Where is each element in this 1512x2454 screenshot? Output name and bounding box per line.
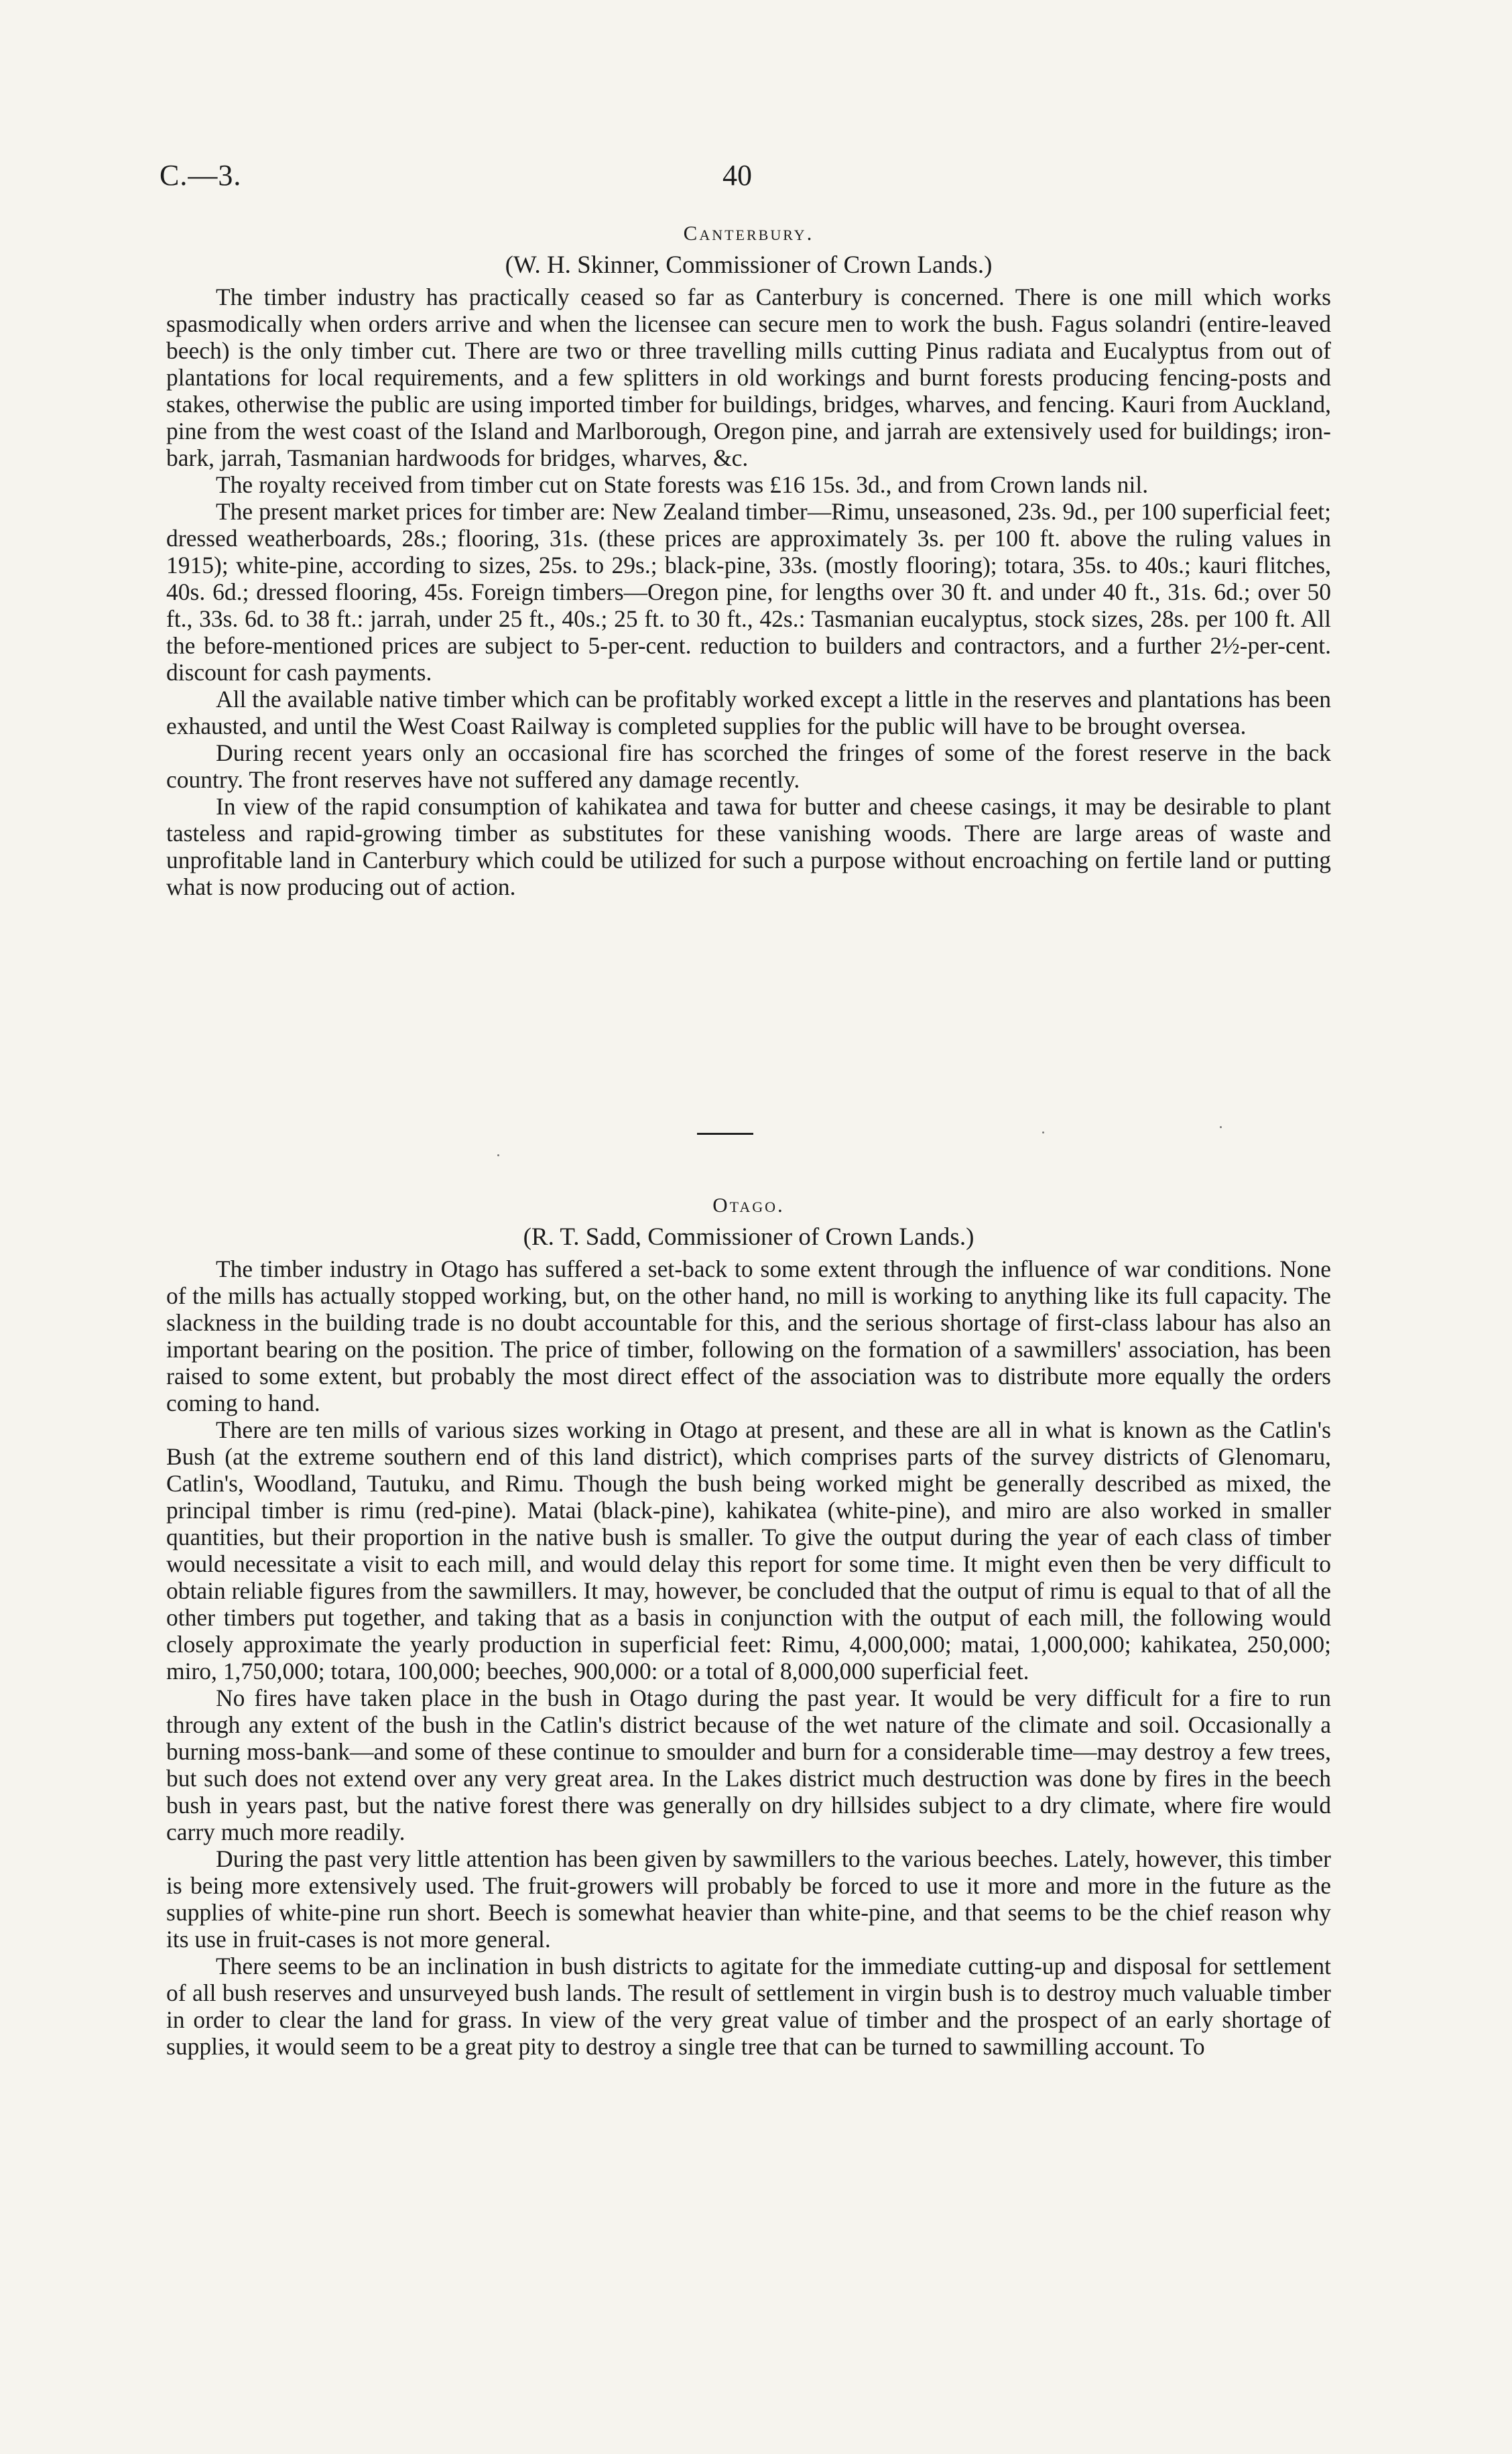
- paragraph: During recent years only an occasional fire has scorched the fringes of some of the forest reserve in the back country. The front reserves have not suffered any damage recently.: [166, 739, 1331, 793]
- byline-otago: (R. T. Sadd, Commissioner of Crown Lands.): [523, 1223, 974, 1251]
- section-heading-canterbury: Canterbury.: [683, 221, 814, 245]
- parliamentary-paper-reference: C.—3.: [160, 159, 242, 192]
- paragraph: There are ten mills of various sizes working in Otago at present, and these are all in what is known as the Catlin's Bush (at the extreme southern end of this land district), which comprises parts of the survey districts of Glenomaru, Catlin's, Woodland, Tautuku, and Rimu. Though the bush being worked might be generally described as mixed, the principal timber is rimu (red-pine). Matai (black-pine), kahikatea (white-pine), and miro are also worked in smaller quantities, but their proportion in the native bush is smaller. To give the output during the year of each class of timber would necessitate a visit to each mill, and would delay this report for some time. It might even then be very difficult to obtain reliable figures from the sawmillers. It may, however, be concluded that the output of rimu is equal to that of all the other timbers put together, and taking that as a basis in conjunction with the output of each mill, the following would closely approximate the yearly production in superficial feet: Rimu, 4,000,000; matai, 1,000,000; kahikatea, 250,000; miro, 1,750,000; totara, 100,000; beeches, 900,000: or a total of 8,000,000 superficial feet.: [166, 1416, 1331, 1684]
- section-heading-otago: Otago.: [712, 1193, 785, 1217]
- paragraph: The present market prices for timber are: New Zealand timber—Rimu, unseasoned, 23s. 9d., per 100 superficial feet; dressed weatherboards, 28s.; flooring, 31s. (these prices are approximately 3s. per 100 ft. above the ruling values in 1915); white-pine, according to sizes, 25s. to 29s.; black-pine, 33s. (mostly flooring); totara, 35s. to 40s.; kauri flitches, 40s. 6d.; dressed flooring, 45s. Foreign timbers—Oregon pine, for lengths over 30 ft. and under 40 ft., 31s. 6d.; over 50 ft., 33s. 6d. to 38 ft.: jarrah, under 25 ft., 40s.; 25 ft. to 30 ft., 42s.: Tasmanian eucalyptus, stock sizes, 28s. per 100 ft. All the before-mentioned prices are subject to 5-per-cent. reduction to builders and contractors, and a further 2½-per-cent. discount for cash payments.: [166, 498, 1331, 686]
- paragraph: There seems to be an inclination in bush districts to agitate for the immediate cutting-up and disposal for settlement of all bush reserves and unsurveyed bush lands. The result of settlement in virgin bush is to destroy much valuable timber in order to clear the land for grass. In view of the very great value of timber and the prospect of an early shortage of supplies, it would seem to be a great pity to destroy a single tree that can be turned to sawmilling account. To: [166, 1953, 1331, 2060]
- canterbury-section: [166, 221, 1331, 900]
- otago-section: [166, 1193, 1331, 2060]
- paragraph: During the past very little attention has been given by sawmillers to the various beeches. Lately, however, this timber is being more extensively used. The fruit-growers will probably be forced to use it more and more in the future as the supplies of white-pine run short. Beech is somewhat heavier than white-pine, and that seems to be the chief reason why its use in fruit-cases is not more general.: [166, 1845, 1331, 1953]
- paragraph: The timber industry in Otago has suffered a set-back to some extent through the influence of war conditions. None of the mills has actually stopped working, but, on the other hand, no mill is working to anything like its full capacity. The slackness in the building trade is no doubt accountable for this, and the serious shortage of first-class labour has also an important bearing on the position. The price of timber, following on the formation of a sawmillers' association, has been raised to some extent, but probably the most direct effect of the association was to distribute more equally the orders coming to hand.: [166, 1255, 1331, 1416]
- byline-canterbury: (W. H. Skinner, Commissioner of Crown Lands.): [505, 251, 993, 279]
- paragraph: In view of the rapid consumption of kahikatea and tawa for butter and cheese casings, it may be desirable to plant tasteless and rapid-growing timber as substitutes for these vanishing woods. There are large areas of waste and unprofitable land in Canterbury which could be utilized for such a purpose without encroaching on fertile land or putting what is now producing out of action.: [166, 793, 1331, 900]
- page-number: 40: [722, 159, 752, 192]
- print-speck: [497, 1154, 499, 1156]
- print-speck: [1042, 1131, 1044, 1133]
- paragraph: No fires have taken place in the bush in Otago during the past year. It would be very difficult for a fire to run through any extent of the bush in the Catlin's district because of the wet nature of the climate and soil. Occasionally a burning moss-bank—and some of these continue to smoulder and burn for a considerable time—may destroy a few trees, but such does not extend over any very great area. In the Lakes district much destruction was done by fires in the beech bush in years past, but the native forest there was generally on dry hillsides subject to a dry climate, where fire would carry much more readily.: [166, 1684, 1331, 1845]
- paragraph: The royalty received from timber cut on State forests was £16 15s. 3d., and from Crown lands nil.: [216, 471, 1149, 498]
- print-speck: [1220, 1126, 1222, 1128]
- paragraph: The timber industry has practically ceased so far as Canterbury is concerned. There is one mill which works spasmodically when orders arrive and when the licensee can secure men to work the bush. Fagus solandri (entire-leaved beech) is the only timber cut. There are two or three travelling mills cutting Pinus radiata and Eucalyptus from out of plantations for local requirements, and a few splitters in old workings and burnt forests producing fencing-posts and stakes, otherwise the public are using imported timber for buildings, bridges, wharves, and fencing. Kauri from Auckland, pine from the west coast of the Island and Marlborough, Oregon pine, and jarrah are extensively used for buildings; iron-bark, jarrah, Tasmanian hardwoods for bridges, wharves, &c.: [166, 284, 1331, 471]
- paragraph: All the available native timber which can be profitably worked except a little in the reserves and plantations has been exhausted, and until the West Coast Railway is completed supplies for the public will have to be brought oversea.: [166, 686, 1331, 739]
- section-divider: [697, 1133, 753, 1135]
